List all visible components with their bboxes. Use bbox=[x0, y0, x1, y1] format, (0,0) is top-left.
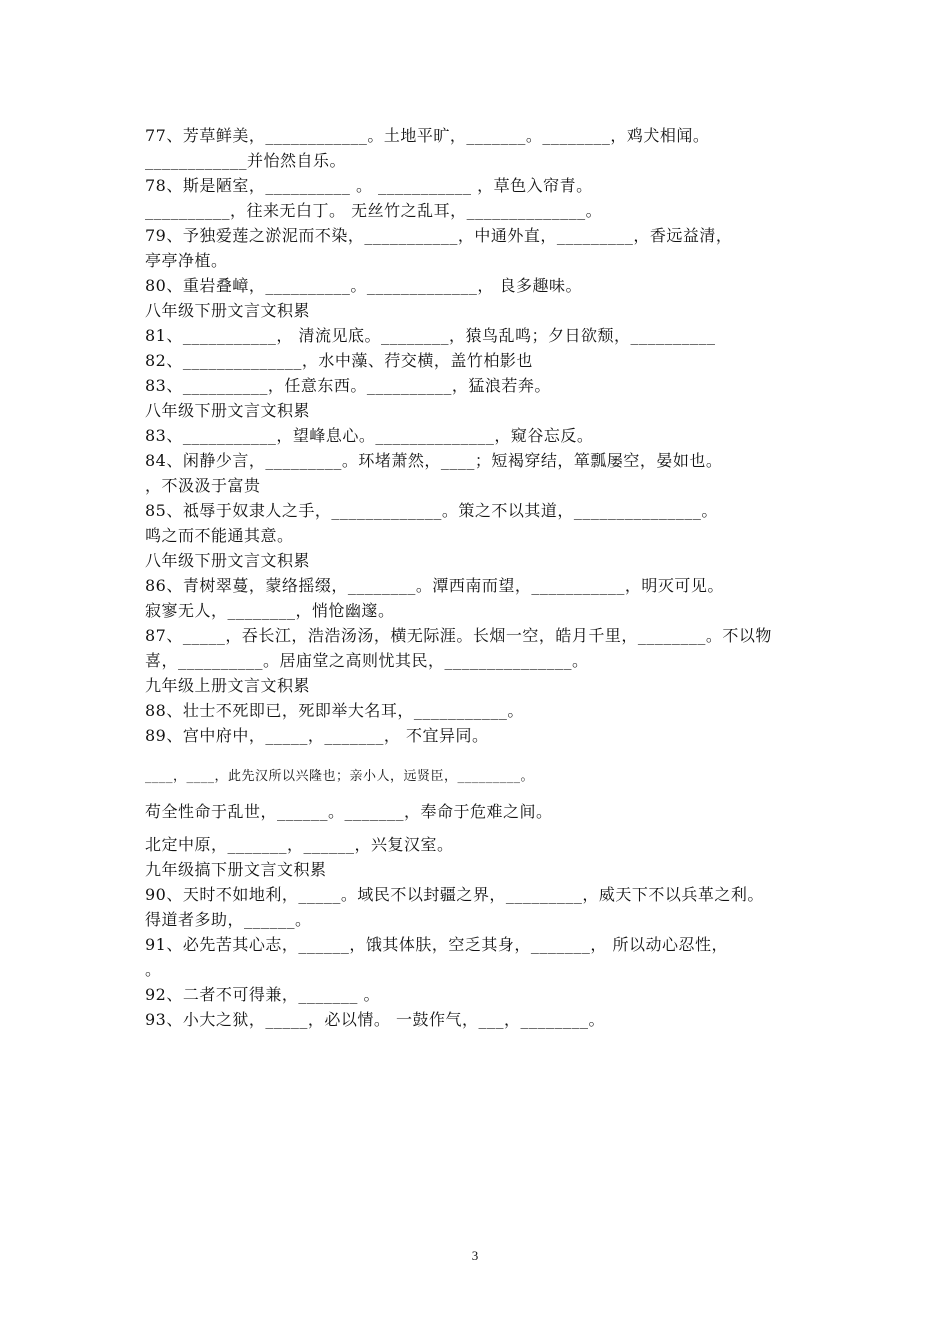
text-line: 91、必先苦其心志，______，饿其体肤，空乏其身，_______， 所以动心忍性， bbox=[145, 935, 728, 954]
text-line: 得道者多助，______。 bbox=[145, 910, 312, 929]
text-line: 88、壮士不死即已，死即举大名耳，___________。 bbox=[145, 701, 524, 720]
text-line: 86、青树翠蔓，蒙络摇缀，________。潭西南而望，___________，明灭可见。 bbox=[145, 576, 724, 595]
text-line: 寂寥无人，________，悄怆幽邃。 bbox=[145, 601, 395, 620]
text-line: 亭亭净植。 bbox=[145, 251, 228, 270]
text-line: 苟全性命于乱世，______。_______，奉命于危难之间。 bbox=[145, 802, 553, 821]
text-line: 93、小大之狱，_____，必以情。 一鼓作气，___，________。 bbox=[145, 1010, 605, 1029]
text-line: 77、芳草鲜美，____________。土地平旷，_______。________，鸡犬相闻。 bbox=[145, 126, 710, 145]
text-line: 83、__________，任意东西。__________，猛浪若奔。 bbox=[145, 376, 551, 395]
text-line: 79、予独爱莲之淤泥而不染，___________，中通外直，_________，香远益清， bbox=[145, 226, 733, 245]
text-line: __________，往来无白丁。 无丝竹之乱耳，______________。 bbox=[145, 201, 603, 220]
text-line: 80、重岩叠嶂，__________。_____________， 良多趣味。 bbox=[145, 276, 582, 295]
section-heading: 九年级搞下册文言文积累 bbox=[145, 860, 327, 879]
text-line: 83、___________，望峰息心。______________，窥谷忘反。 bbox=[145, 426, 594, 445]
text-line: 87、_____，吞长江，浩浩汤汤，横无际涯。长烟一空，皓月千里，________。不以物 bbox=[145, 626, 772, 645]
section-heading: 八年级下册文言文积累 bbox=[145, 301, 311, 320]
text-line: 82、______________，水中藻、荇交横，盖竹柏影也 bbox=[145, 351, 533, 370]
text-line: 78、斯是陋室，__________ 。 ___________ ，草色入帘青。 bbox=[145, 176, 593, 195]
text-line: 90、天时不如地利，_____。域民不以封疆之界，_________，威天下不以兵革之利。 bbox=[145, 885, 764, 904]
section-heading: 八年级下册文言文积累 bbox=[145, 551, 311, 570]
text-line: 北定中原，_______，______，兴复汉室。 bbox=[145, 835, 454, 854]
text-line: 81、___________， 清流见底。________，猿鸟乱鸣；夕日欲颓，__________ bbox=[145, 326, 716, 345]
text-line: 。 bbox=[145, 960, 162, 979]
text-line: ，不汲汲于富贵 bbox=[145, 476, 261, 495]
text-line: 喜，__________。居庙堂之高则忧其民，_______________。 bbox=[145, 651, 589, 670]
section-heading: 九年级上册文言文积累 bbox=[145, 676, 311, 695]
text-line: 85、祗辱于奴隶人之手，_____________。策之不以其道，_______________。 bbox=[145, 501, 718, 520]
text-body bbox=[145, 123, 825, 1032]
page-number: 3 bbox=[471, 1248, 479, 1263]
text-line: 84、闲静少言，_________。环堵萧然，____；短褐穿结，箪瓢屡空，晏如也。 bbox=[145, 451, 723, 470]
text-line: 92、二者不可得兼，_______ 。 bbox=[145, 985, 380, 1004]
text-line: ____________并怡然自乐。 bbox=[145, 151, 347, 170]
text-line: ____，____，此先汉所以兴隆也；亲小人，远贤臣，_________。 bbox=[145, 769, 535, 784]
section-heading: 八年级下册文言文积累 bbox=[145, 401, 311, 420]
text-line: 鸣之而不能通其意。 bbox=[145, 526, 294, 545]
text-line: 89、宫中府中，_____，_______， 不宜异同。 bbox=[145, 726, 489, 745]
